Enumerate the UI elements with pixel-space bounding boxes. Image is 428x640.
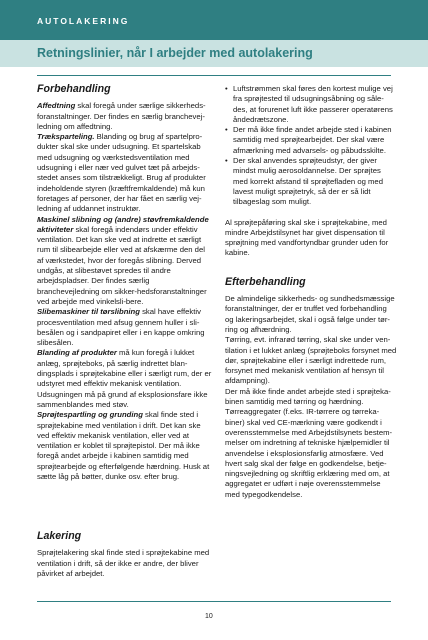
section-label: AUTOLAKERING bbox=[37, 16, 130, 26]
lakering-block bbox=[37, 531, 213, 579]
lakering-heading: Lakering bbox=[37, 530, 82, 542]
efterbehandling-heading: Efterbehandling bbox=[225, 275, 306, 288]
paragraph: Træksparteling. Blanding og brug af spartelpro-dukter skal ske under udsugning. Et spartelskab med udsugning og værkstedsventilation med udsugning i eller nær ved gulvet tæt på arbejds-stedet anses som tilstrækkeligt. Brug af produkter indeholdende styren (kræftfremkaldende) må kun foretages af personer, der har fået en særlig vej-ledning af uddannet instruktør. bbox=[37, 132, 206, 214]
page-number: 10 bbox=[205, 613, 213, 620]
paragraph: Tørreaggregater (f.eks. IR-tørrere og tørreka-biner) skal ved CE-mærkning være godkendt i overensstemmelse med Arbejdstilsynets bestem-melser om indretning af tekniske hjælpemidler til anvendelse i eksplosionsfarlig atmosfære. Ved hvert salg skal der følge en godkendelse, betje-ningsvejledning og skriftlig erklæring med om, at aggregatet er udført i nøje overensstemmelse med typegodkendelse. bbox=[225, 407, 393, 499]
paragraph: Tørring, evt. infrarød tørring, skal ske under ven-tilation i et lukket anlæg (sprøjteboks forsynet med dør, sprøjtekabine eller i særligt indrettede rum, forsynet med mekanisk ventilation af hensyn til afdampning). bbox=[225, 335, 397, 386]
section-header-bar bbox=[0, 0, 428, 40]
list-item: • Luftstrømmen skal føres den kortest mulige vej fra sprøjtested til udsugningsåbning og såle-des, at forurenet luft ikke passerer operatørens åndedrætszone. bbox=[225, 84, 397, 125]
top-rule bbox=[37, 75, 391, 76]
page-title: Retningslinier, når I arbejder med autolakering bbox=[37, 46, 313, 60]
paragraph: Sprøjtespartling og grunding skal finde sted i sprøjtekabine med ventilation i drift. Det kan ske ved effektiv mekanisk ventilation, eller ved at ventilation er koblet til sprøjtepistol. Der må ikke foregå andet arbejde i kabinen samtidig med sprøjtearbejde og efterfølgende hærdning. Husk at sætte låg på bøtter, dunke osv. efter brug. bbox=[37, 410, 210, 481]
paragraph: Slibemaskiner til tørslibning skal have effektiv procesventilation med afsug gennem huller i sli-besålen og i sandpapiret eller i en kappe omkring slibesålen. bbox=[37, 307, 205, 348]
title-bar bbox=[0, 40, 428, 67]
paragraph: Blanding af produkter må kun foregå i lukket anlæg, sprøjteboks, på særlig indrettet blan-dingsplads i sprøjtekabine eller i særligt rum, der er udstyret med effektiv mekanisk ventilation. Udsugningen må på grund af eksplosionsfare ikke sammenblandes med støv. bbox=[37, 348, 212, 409]
paragraph: Affedtning skal foregå under særlige sikkerheds-foranstaltninger. Der findes en særlig branchevej-ledning om affedtning. bbox=[37, 101, 206, 131]
paragraph: Maskinel slibning og (andre) støvfremkaldende aktiviteter skal foregå indendørs under effektiv ventilation. Det kan ske ved at indrette et særligt rum til slibearbejde eller ved at afskærme den del af værkstedet, hvor der foregås slibning. Derved undgås, at slibestøvet spredes til andre arbejdspladser. Der findes særlig branchevejledning om sikker-hedsforanstaltninger ved arbejde med vinkelsli-bere. bbox=[37, 214, 209, 306]
list-item: • Der skal anvendes sprøjteudstyr, der giver mindst mulig aerosoldannelse. Der sprøjtes med korrekt afstand til sprøjtefladen og med lavest muligt sprøjtetryk, så der er så lidt tilbageslag som muligt. bbox=[225, 156, 397, 207]
list-item: • Der må ikke finde andet arbejde sted i kabinen samtidig med sprøjtearbejdet. Der skal være afmærkning med advarsels- og påbudsskilte. bbox=[225, 125, 397, 156]
right-column bbox=[225, 84, 397, 500]
sprojtepaforing-text: Al sprøjtepåføring skal ske i sprøjtekabine, med mindre Arbejdstilsynet har givet dispensation til sprøjtning med vandfortyndbar grunder uden for kabine. bbox=[225, 217, 389, 258]
forbehandling-section bbox=[37, 101, 213, 482]
forbehandling-heading: Forbehandling bbox=[37, 83, 111, 95]
bottom-rule bbox=[37, 601, 391, 602]
bullet-list bbox=[225, 84, 397, 208]
lakering-text: Sprøjtelakering skal finde sted i sprøjtekabine med ventilation i drift, så der ikke er andre, der bliver påvirket af arbejdet. bbox=[37, 548, 210, 578]
left-column bbox=[37, 84, 213, 482]
paragraph: De almindelige sikkerheds- og sundhedsmæssige foranstaltninger, der er truffet ved forbehandling og lakeringsarbejdet, skal i også følge under tør-ring og afhærdning. bbox=[225, 294, 395, 334]
paragraph: Der må ikke finde andet arbejde sted i sprøjteka-binen samtidig med tørring og hærdning. bbox=[225, 386, 391, 407]
